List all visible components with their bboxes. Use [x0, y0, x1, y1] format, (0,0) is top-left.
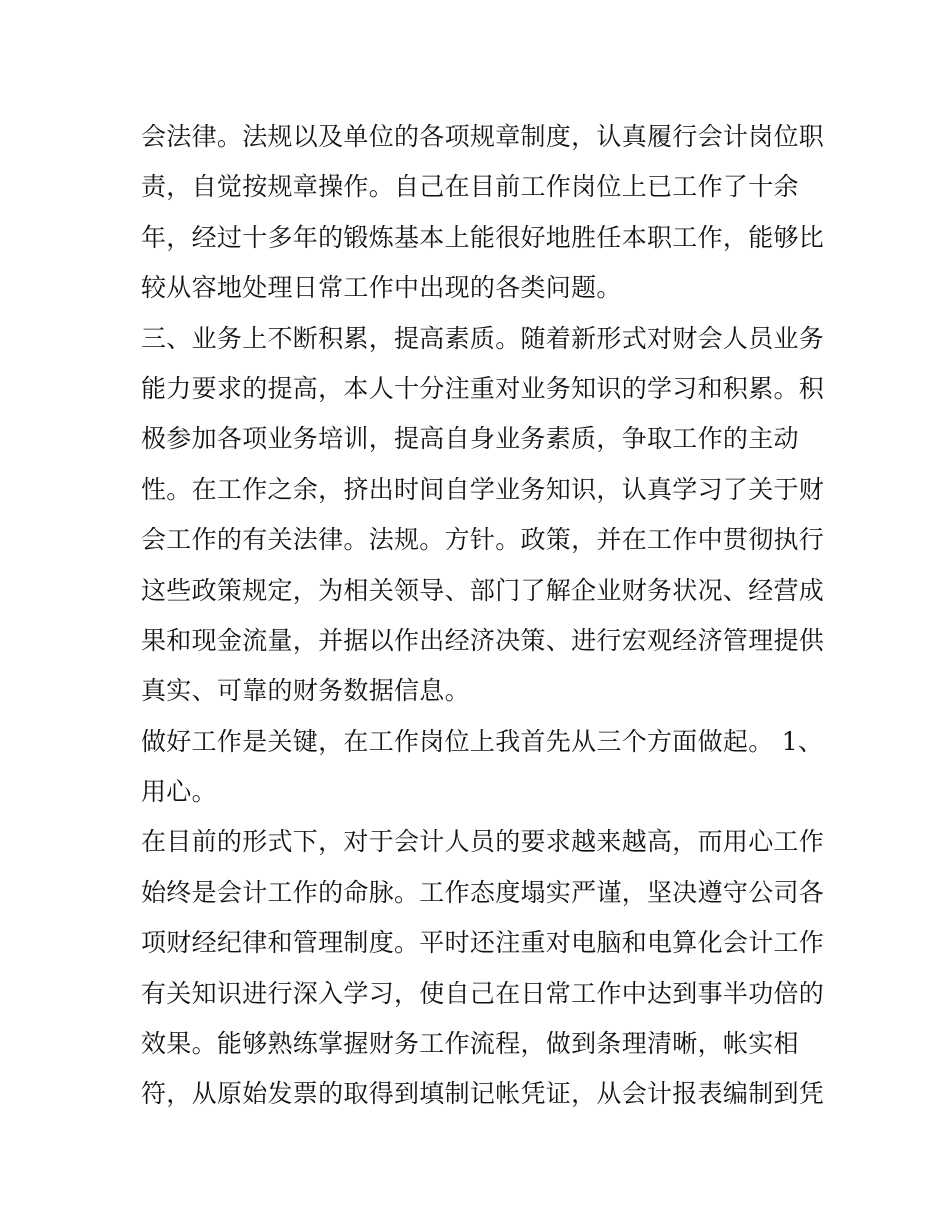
text-line: 做好工作是关键，在工作岗位上我首先从三个方面做起。 1、	[141, 726, 824, 756]
text-line: 三、业务上不断积累，提高素质。随着新形式对财会人员业务	[141, 323, 825, 353]
body-text	[141, 112, 825, 1120]
text-line: 极参加各项业务培训，提高自身业务素质，争取工作的主动	[141, 424, 799, 454]
text-line: 用心。	[141, 777, 217, 807]
text-line: 项财经纪律和管理制度。平时还注重对电脑和电算化会计工作	[141, 928, 825, 958]
text-line: 能力要求的提高，本人十分注重对业务知识的学习和积累。积	[141, 373, 825, 403]
text-line: 果和现金流量，并据以作出经济决策、进行宏观经济管理提供	[141, 625, 825, 655]
text-line: 有关知识进行深入学习，使自己在日常工作中达到事半功倍的	[141, 978, 825, 1008]
text-line: 效果。能够熟练掌握财务工作流程，做到条理清晰，帐实相	[141, 1029, 799, 1059]
text-line: 责，自觉按规章操作。自己在目前工作岗位上已工作了十余	[141, 172, 799, 202]
text-line: 在目前的形式下，对于会计人员的要求越来越高，而用心工作	[141, 827, 825, 857]
text-line: 这些政策规定，为相关领导、部门了解企业财务状况、经营成	[141, 575, 825, 605]
text-line: 较从容地处理日常工作中出现的各类问题。	[141, 273, 622, 303]
text-line: 会工作的有关法律。法规。方针。政策，并在工作中贯彻执行	[141, 525, 825, 555]
text-line: 真实、可靠的财务数据信息。	[141, 676, 470, 706]
text-line: 性。在工作之余，挤出时间自学业务知识，认真学习了关于财	[141, 474, 825, 504]
text-line: 会法律。法规以及单位的各项规章制度，认真履行会计岗位职	[141, 122, 825, 151]
text-line: 年，经过十多年的锻炼基本上能很好地胜任本职工作，能够比	[141, 222, 825, 252]
text-line: 符，从原始发票的取得到填制记帐凭证，从会计报表编制到凭	[141, 1079, 825, 1109]
text-line: 始终是会计工作的命脉。工作态度塌实严谨，坚决遵守公司各	[141, 877, 825, 907]
